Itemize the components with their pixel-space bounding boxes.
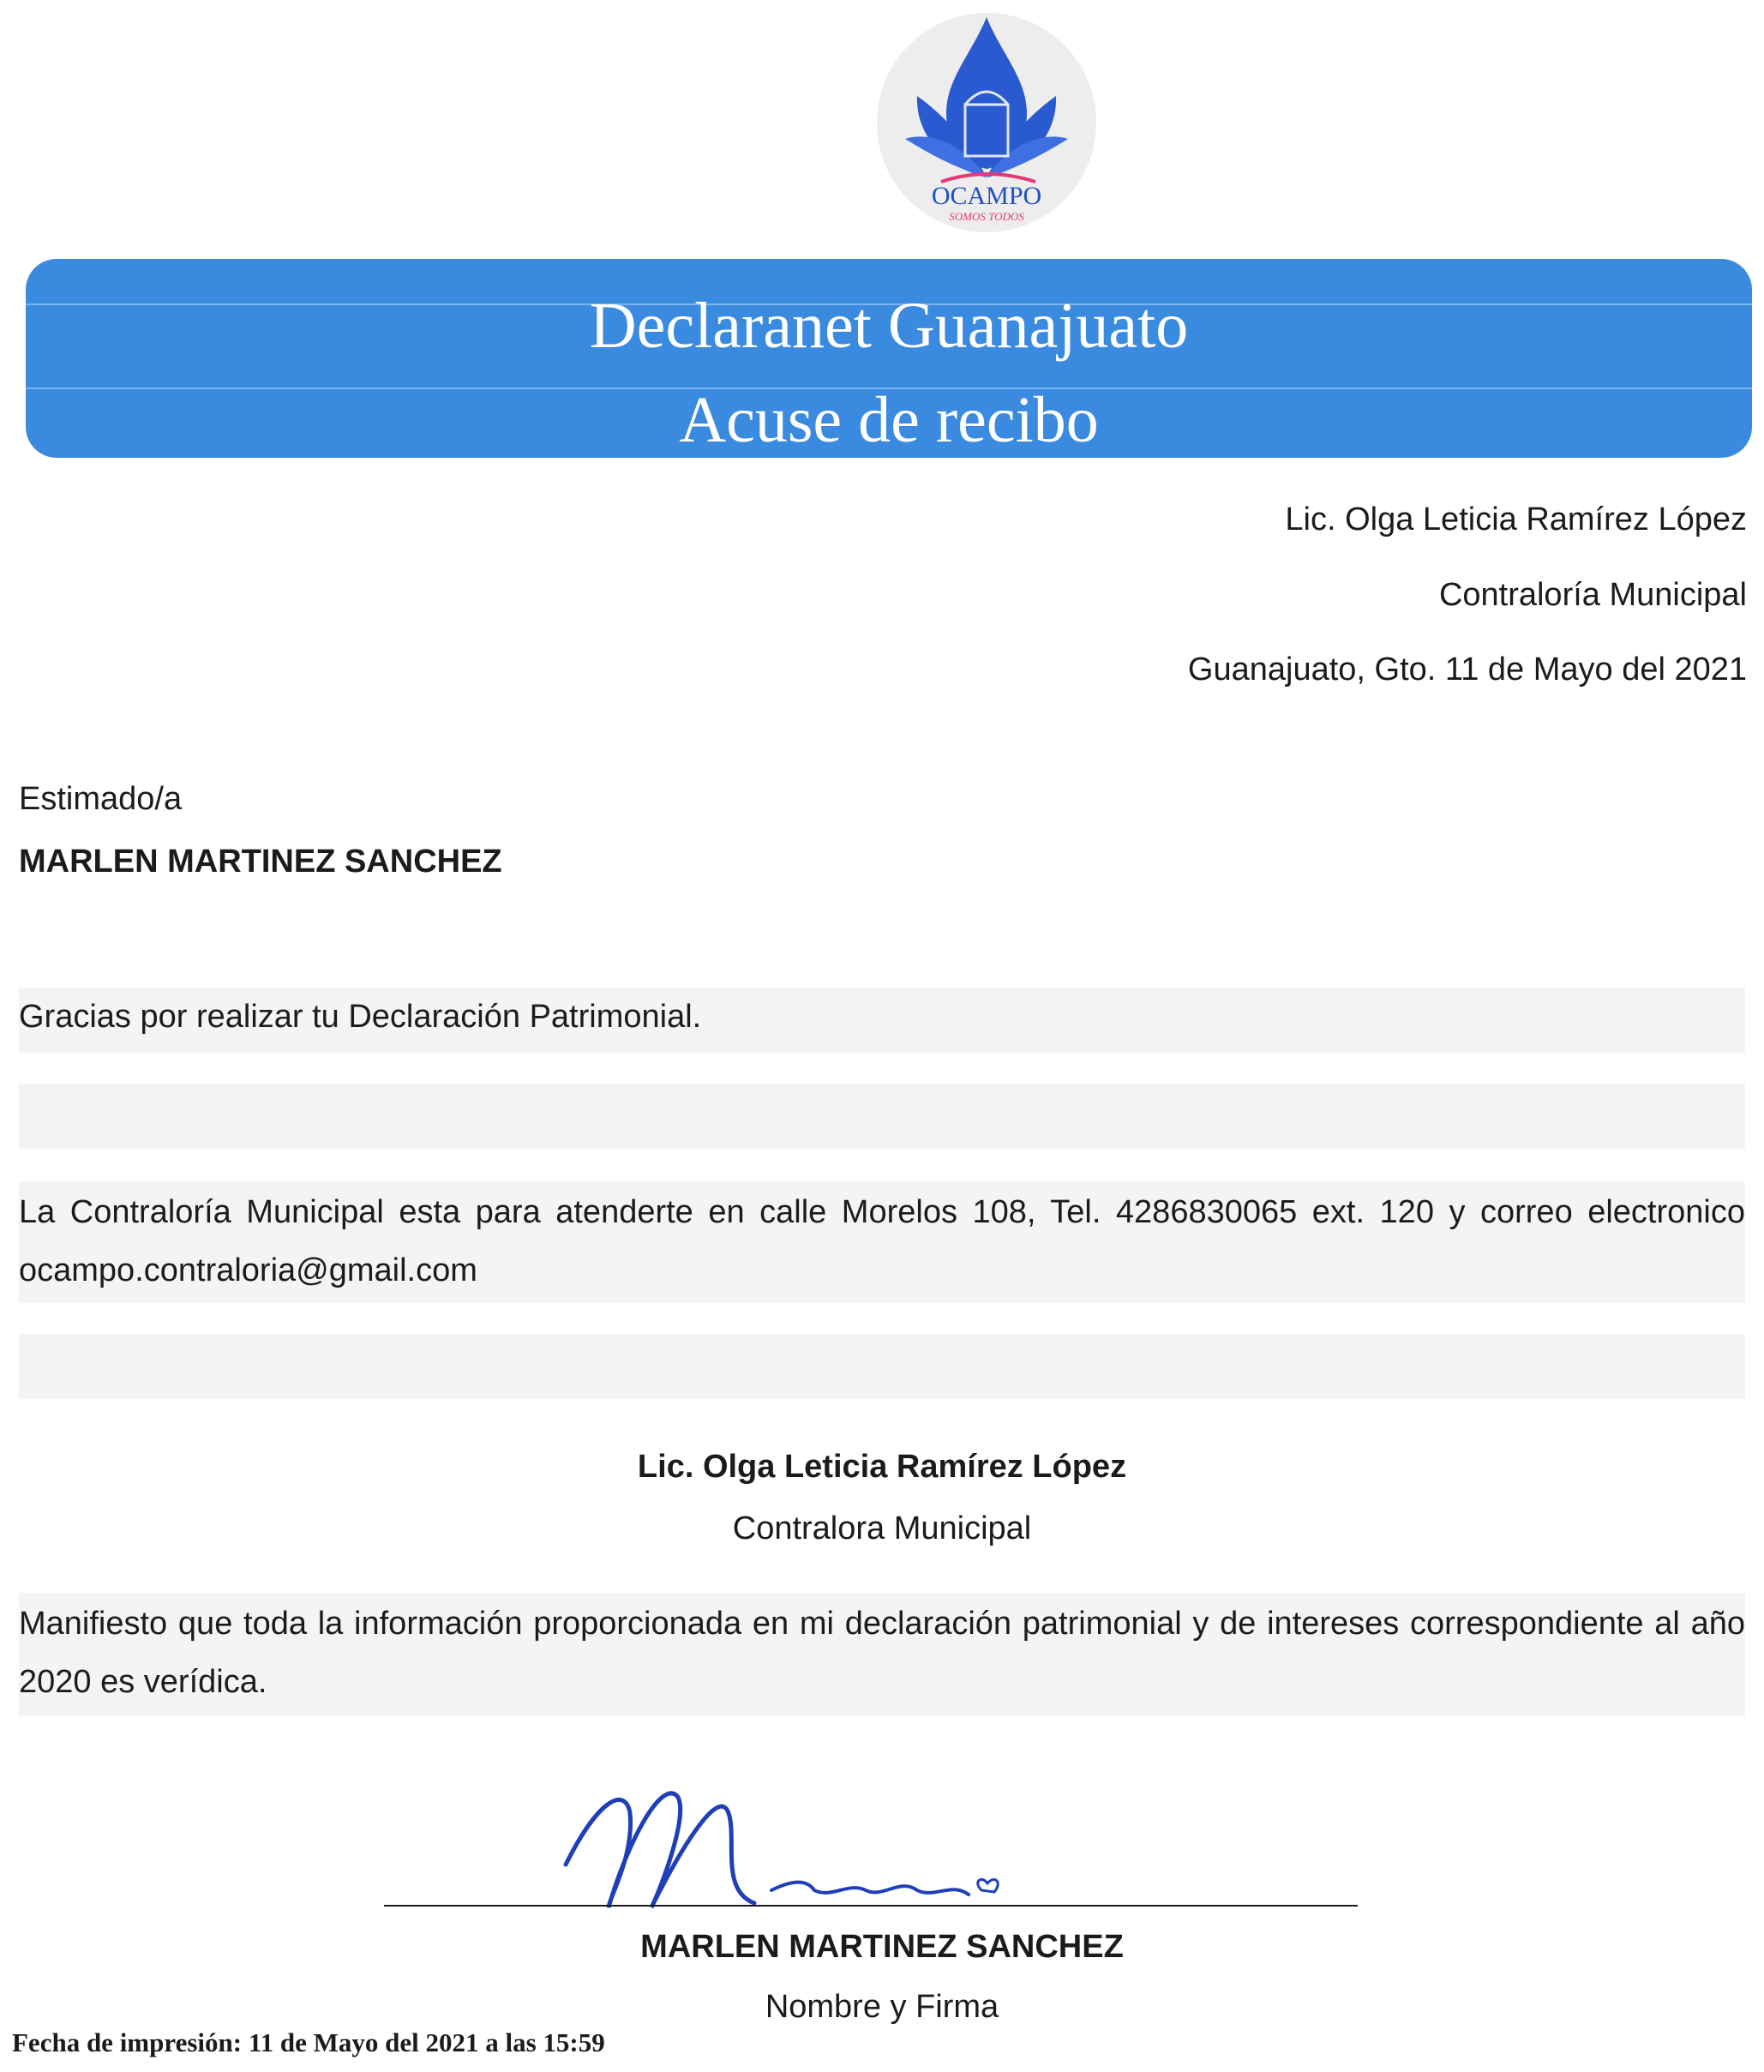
- place-date: Guanajuato, Gto. 11 de Mayo del 2021: [1187, 652, 1747, 688]
- signature-name: MARLEN MARTINEZ SANCHEZ: [640, 1929, 1124, 1965]
- logo-tagline: SOMOS TODOS: [949, 210, 1024, 223]
- header-banner: [26, 259, 1752, 458]
- handwritten-signature: [549, 1762, 1029, 1933]
- signature-caption: Nombre y Firma: [765, 1989, 999, 2025]
- declarant-name: MARLEN MARTINEZ SANCHEZ: [19, 844, 502, 880]
- banner-subtitle: Acuse de recibo: [679, 384, 1099, 456]
- print-date: Fecha de impresión: 11 de Mayo del 2021 a las 15:59: [12, 2027, 605, 2057]
- logo-name: OCAMPO: [931, 182, 1042, 210]
- greeting: Estimado/a: [19, 781, 183, 817]
- thanks-text: Gracias por realizar tu Declaración Patrimonial.: [19, 999, 702, 1035]
- recipient-office: Contraloría Municipal: [1438, 577, 1747, 613]
- signer-title: Contralora Municipal: [732, 1510, 1032, 1546]
- shade-band: [19, 1084, 1745, 1149]
- ocampo-logo: [864, 10, 1109, 235]
- signature-line: [384, 1905, 1358, 1907]
- shade-band: [19, 1334, 1745, 1399]
- banner-title: Declaranet Guanajuato: [589, 290, 1189, 362]
- recipient-name: Lic. Olga Leticia Ramírez López: [1285, 501, 1747, 538]
- signer-name: Lic. Olga Leticia Ramírez López: [637, 1449, 1127, 1485]
- manifest-paragraph: Manifiesto que toda la información proporcionada en mi declaración patrimonial y de intereses correspondiente al año 2020 es verídica.: [19, 1606, 1745, 1700]
- contact-paragraph: La Contraloría Municipal esta para atenderte en calle Morelos 108, Tel. 4286830065 ext. 120 y correo electronico ocampo.contraloria@gmail.com: [19, 1194, 1745, 1288]
